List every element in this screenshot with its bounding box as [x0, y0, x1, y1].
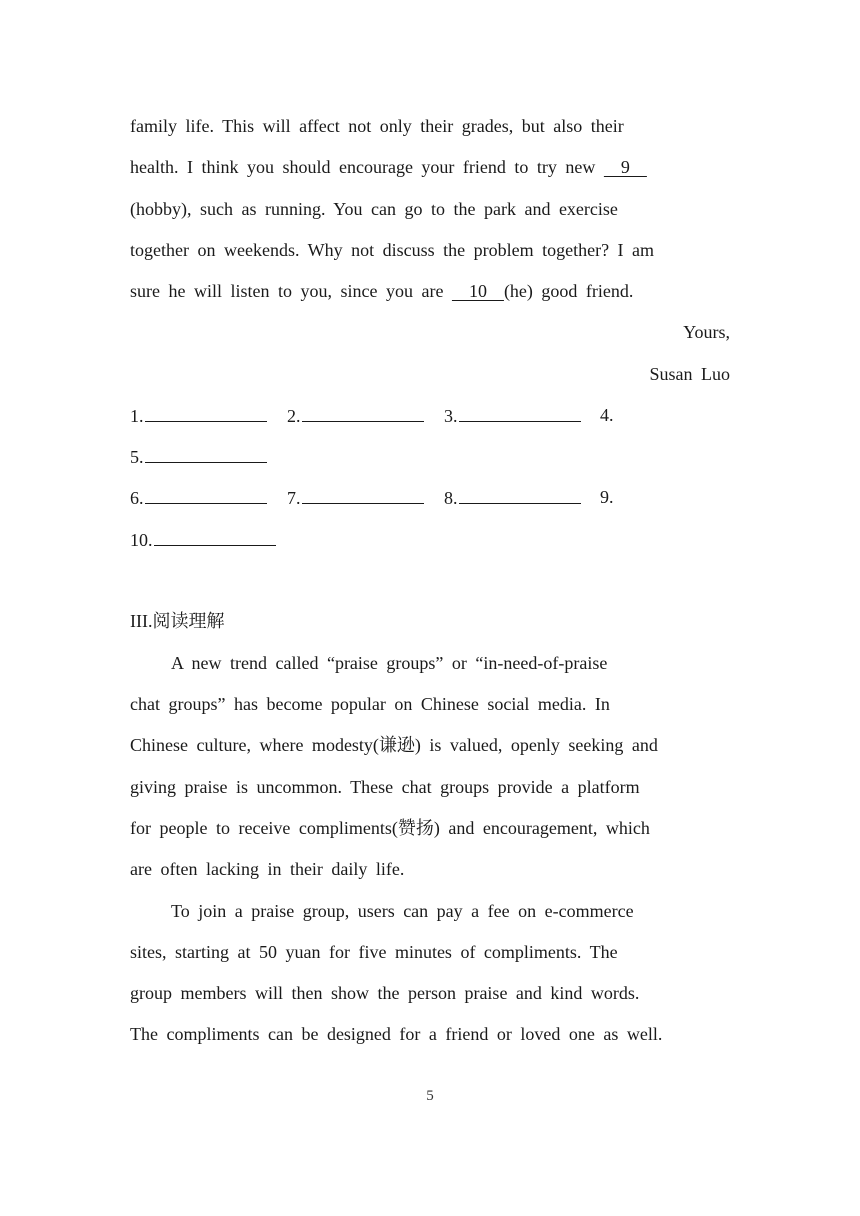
paragraph-line: giving praise is uncommon. These chat groups provide a platform — [130, 777, 640, 797]
letter-line — [130, 279, 730, 303]
paragraph-line: group members will then show the person praise and kind words. — [130, 983, 640, 1003]
answer-blank[interactable] — [145, 403, 267, 422]
blank-10: 10 — [451, 281, 504, 301]
paragraph-line: To join a praise group, users can pay a fee on e-commerce — [171, 901, 634, 921]
answer-blank[interactable] — [302, 403, 424, 422]
answer-blank[interactable] — [154, 527, 276, 546]
answer-blank[interactable] — [145, 485, 267, 504]
answer-number: 7. — [287, 488, 301, 508]
answer-item — [130, 527, 276, 552]
answer-item — [130, 485, 267, 510]
letter-text: sure he will listen to you, since you are — [130, 281, 452, 301]
paragraph-line: The compliments can be designed for a friend or loved one as well. — [130, 1024, 663, 1044]
paragraph-line: chat groups” has become popular on Chinese social media. In — [130, 694, 610, 714]
answer-blank[interactable] — [459, 485, 581, 504]
answer-number: 4. — [600, 405, 614, 425]
answer-item — [444, 403, 581, 428]
answer-item — [600, 403, 614, 427]
answer-item — [287, 485, 424, 510]
answer-item — [600, 485, 614, 509]
answer-item — [287, 403, 424, 428]
answer-number: 10. — [130, 530, 153, 550]
paragraph-line: Chinese culture, where modesty(谦逊) is valued, openly seeking and — [130, 735, 658, 755]
answer-number: 2. — [287, 406, 301, 426]
paragraph-line: sites, starting at 50 yuan for five minutes of compliments. The — [130, 942, 618, 962]
answer-number: 6. — [130, 488, 144, 508]
answer-blank[interactable] — [145, 444, 267, 463]
answer-number: 3. — [444, 406, 458, 426]
answer-number: 9. — [600, 487, 614, 507]
answer-blank[interactable] — [302, 485, 424, 504]
letter-text: health. I think you should encourage your friend to try new — [130, 157, 604, 177]
answer-number: 5. — [130, 447, 144, 467]
paragraph-line: A new trend called “praise groups” or “in-need-of-praise — [171, 653, 608, 673]
letter-line: together on weekends. Why not discuss the problem together? I am — [130, 240, 655, 260]
letter-closing: Yours, — [683, 322, 730, 342]
letter-line — [130, 155, 730, 179]
letter-signature: Susan Luo — [649, 364, 730, 384]
section-heading: III.阅读理解 — [130, 611, 225, 631]
letter-line: family life. This will affect not only their grades, but also their — [130, 116, 624, 136]
answer-number: 1. — [130, 406, 144, 426]
paragraph-line: for people to receive compliments(赞扬) and encouragement, which — [130, 818, 650, 838]
answer-number: 8. — [444, 488, 458, 508]
answer-item — [130, 444, 267, 469]
paragraph-line: are often lacking in their daily life. — [130, 859, 405, 879]
answer-item — [444, 485, 581, 510]
answer-blank[interactable] — [459, 403, 581, 422]
letter-text: (he) good friend. — [503, 281, 634, 301]
blank-9: 9 — [603, 157, 647, 177]
letter-line: (hobby), such as running. You can go to the park and exercise — [130, 199, 618, 219]
answer-item — [130, 403, 267, 428]
page-number: 5 — [426, 1088, 434, 1104]
